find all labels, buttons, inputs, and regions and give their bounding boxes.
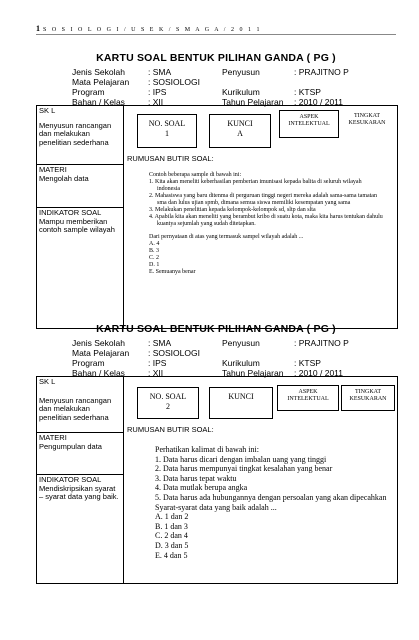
- question-intro: Perhatikan kalimat di bawah ini:: [155, 445, 259, 454]
- indikator-label: INDIKATOR SOAL: [39, 208, 102, 217]
- question-text: [149, 172, 385, 276]
- mata-pelajaran-value: : SOSIOLOGI: [148, 77, 200, 87]
- rumusan-label: RUMUSAN BUTIR SOAL:: [127, 425, 214, 434]
- penyusun-label: Penyusun: [222, 67, 260, 77]
- card-frame: [36, 376, 398, 584]
- jenis-sekolah-label: Jenis Sekolah: [72, 67, 125, 77]
- materi-text: Mengolah data: [39, 173, 89, 183]
- question-item: 5. Data harus ada hubungannya dengan persoalan yang akan dipecahkan: [155, 492, 387, 502]
- materi-label: MATERI: [39, 165, 67, 174]
- mata-pelajaran-value: : SOSIOLOGI: [148, 348, 200, 358]
- question-items: [149, 179, 385, 228]
- indikator-label: INDIKATOR SOAL: [39, 475, 102, 484]
- kunci-label: KUNCI: [227, 119, 253, 128]
- program-value: : IPS: [148, 358, 167, 368]
- answer-option: E. Semuanya benar: [149, 269, 196, 275]
- page-header: [36, 24, 396, 35]
- kunci-value: A: [237, 129, 243, 138]
- bahan-kelas-value: : XII: [148, 368, 164, 378]
- no-soal-label: NO. SOAL: [148, 119, 186, 128]
- program-label: Program: [72, 87, 105, 97]
- skl-label: SK L: [39, 106, 56, 115]
- question-stem: Syarat-syarat data yang baik adalah ...: [155, 502, 277, 512]
- answer-option: D. 1: [149, 262, 160, 268]
- indikator-text: Mampu memberikan contoh sample wilayah: [39, 216, 115, 234]
- question-items: [155, 455, 395, 503]
- aspek-intelektual-label: ASPEK INTELEKTUAL: [288, 114, 330, 127]
- skl-cell: [37, 377, 123, 423]
- answer-option: B. 1 dan 3: [155, 521, 188, 531]
- no-soal-value: 2: [166, 402, 170, 411]
- question-stem: Dari pernyataan di atas yang termasuk sampel wilayah adalah ...: [149, 234, 304, 240]
- tahun-pelajaran-value: : 2010 / 2011: [294, 368, 343, 378]
- tingkat-kesukaran-box: [341, 110, 393, 136]
- materi-label: MATERI: [39, 433, 67, 442]
- tingkat-kesukaran-box: [341, 385, 395, 411]
- tahun-pelajaran-label: Tahun Pelajaran: [222, 368, 284, 378]
- question-item: 2. Mahasiswa yang baru ditenma di perguruan tinggi negeri mereka adalah sama-sama tamatan sma dan lulus ujian spmb, dimana semua siswa memiliki kesempatan yang sama: [149, 193, 377, 206]
- kurikulum-value: : KTSP: [294, 87, 321, 97]
- question-item: 3. Data harus tepat waktu: [155, 473, 237, 483]
- mata-pelajaran-label: Mata Pelajaran: [72, 348, 130, 358]
- card-meta: [36, 67, 396, 107]
- jenis-sekolah-label: Jenis Sekolah: [72, 338, 125, 348]
- materi-cell: [37, 164, 123, 184]
- jenis-sekolah-value: : SMA: [148, 67, 172, 77]
- kurikulum-label: Kurikulum: [222, 358, 260, 368]
- kunci-label: KUNCI: [228, 392, 254, 401]
- aspek-intelektual-box: [279, 110, 339, 138]
- question-item: 1. Data harus dicari dengan imbalan uang yang tinggi: [155, 454, 327, 464]
- program-label: Program: [72, 358, 105, 368]
- bahan-kelas-label: Bahan / Kelas: [72, 368, 125, 378]
- kunci-box: [209, 114, 271, 148]
- tahun-pelajaran-value: : 2010 / 2011: [294, 97, 343, 107]
- materi-cell: [37, 432, 123, 452]
- skl-text: Menyusun rancangan dan melakukan penelitian sederhana: [39, 120, 112, 147]
- question-item: 4. Data mutlak berupa angka: [155, 483, 248, 493]
- page-number: 1: [36, 24, 40, 33]
- card-title: KARTU SOAL BENTUK PILIHAN GANDA ( PG ): [96, 52, 336, 64]
- no-soal-box: [137, 114, 197, 148]
- skl-label: SK L: [39, 377, 56, 386]
- answer-option: C. 2: [149, 255, 160, 261]
- left-column: [37, 377, 124, 583]
- aspek-intelektual-label: ASPEK INTELEKTUAL: [287, 389, 329, 402]
- question-item: 3. Melakukan penelitian kepada kelompok-kelompok sd, sltp dan slta: [149, 207, 316, 213]
- kurikulum-value: : KTSP: [294, 358, 321, 368]
- question-item: 4. Apabila kita akan meneliti yang berambut kribo di suatu kota, maka kita harus tentukan dahulu kuantya sejumlah yang sudah ditetapkan.: [149, 214, 383, 227]
- penyusun-value: : PRAJITNO P: [294, 338, 349, 348]
- no-soal-label: NO. SOAL: [149, 392, 187, 401]
- program-value: : IPS: [148, 87, 167, 97]
- left-column: [37, 106, 124, 328]
- answer-option: C. 2 dan 4: [155, 531, 188, 541]
- question-text: [155, 445, 395, 560]
- question-item: 1. Kita akan meneliti keberhasilan pemberian imunisasi kepada balita di seluruh wilayah indonesia: [149, 179, 362, 192]
- indikator-text: Mendiskripsikan syarat – syarat data yang baik.: [39, 483, 119, 501]
- no-soal-box: [137, 387, 199, 419]
- penyusun-value: : PRAJITNO P: [294, 67, 349, 77]
- tingkat-kesukaran-label: TINGKAT KESUKARAN: [348, 113, 386, 126]
- question-intro: Contoh beberapa sample di bawah ini:: [149, 172, 242, 178]
- skl-cell: [37, 106, 123, 148]
- indikator-cell: [37, 207, 123, 236]
- answer-option: B. 3: [149, 248, 160, 254]
- aspek-intelektual-box: [277, 385, 339, 411]
- header-title: S O S I O L O G I / U S E K / S M A G A / 2 0 1 1: [43, 27, 262, 33]
- answer-option: D. 3 dan 5: [155, 540, 189, 550]
- answer-option: E. 4 dan 5: [155, 550, 188, 560]
- card-title: KARTU SOAL BENTUK PILIHAN GANDA ( PG ): [96, 323, 336, 335]
- question-item: 2. Data harus mempunyai tingkat kesalahan yang benar: [155, 464, 333, 474]
- question-card-1: [36, 52, 396, 275]
- bahan-kelas-value: : XII: [148, 97, 164, 107]
- jenis-sekolah-value: : SMA: [148, 338, 172, 348]
- tahun-pelajaran-label: Tahun Pelajaran: [222, 97, 284, 107]
- card-frame: [36, 105, 398, 329]
- question-card-2: [36, 323, 396, 560]
- kunci-box: [209, 387, 273, 419]
- answer-option: A. 4: [149, 241, 160, 247]
- mata-pelajaran-label: Mata Pelajaran: [72, 77, 130, 87]
- kurikulum-label: Kurikulum: [222, 87, 260, 97]
- materi-text: Pengumpulan data: [39, 441, 102, 451]
- skl-text: Menyusun rancangan dan melakukan penelitian sederhana: [39, 395, 112, 422]
- card-meta: [36, 338, 396, 378]
- bahan-kelas-label: Bahan / Kelas: [72, 97, 125, 107]
- rumusan-label: RUMUSAN BUTIR SOAL:: [127, 154, 214, 163]
- indikator-cell: [37, 474, 123, 503]
- answer-option: A. 1 dan 2: [155, 512, 189, 522]
- no-soal-value: 1: [165, 129, 169, 138]
- tingkat-kesukaran-label: TINGKAT KESUKARAN: [349, 389, 387, 402]
- penyusun-label: Penyusun: [222, 338, 260, 348]
